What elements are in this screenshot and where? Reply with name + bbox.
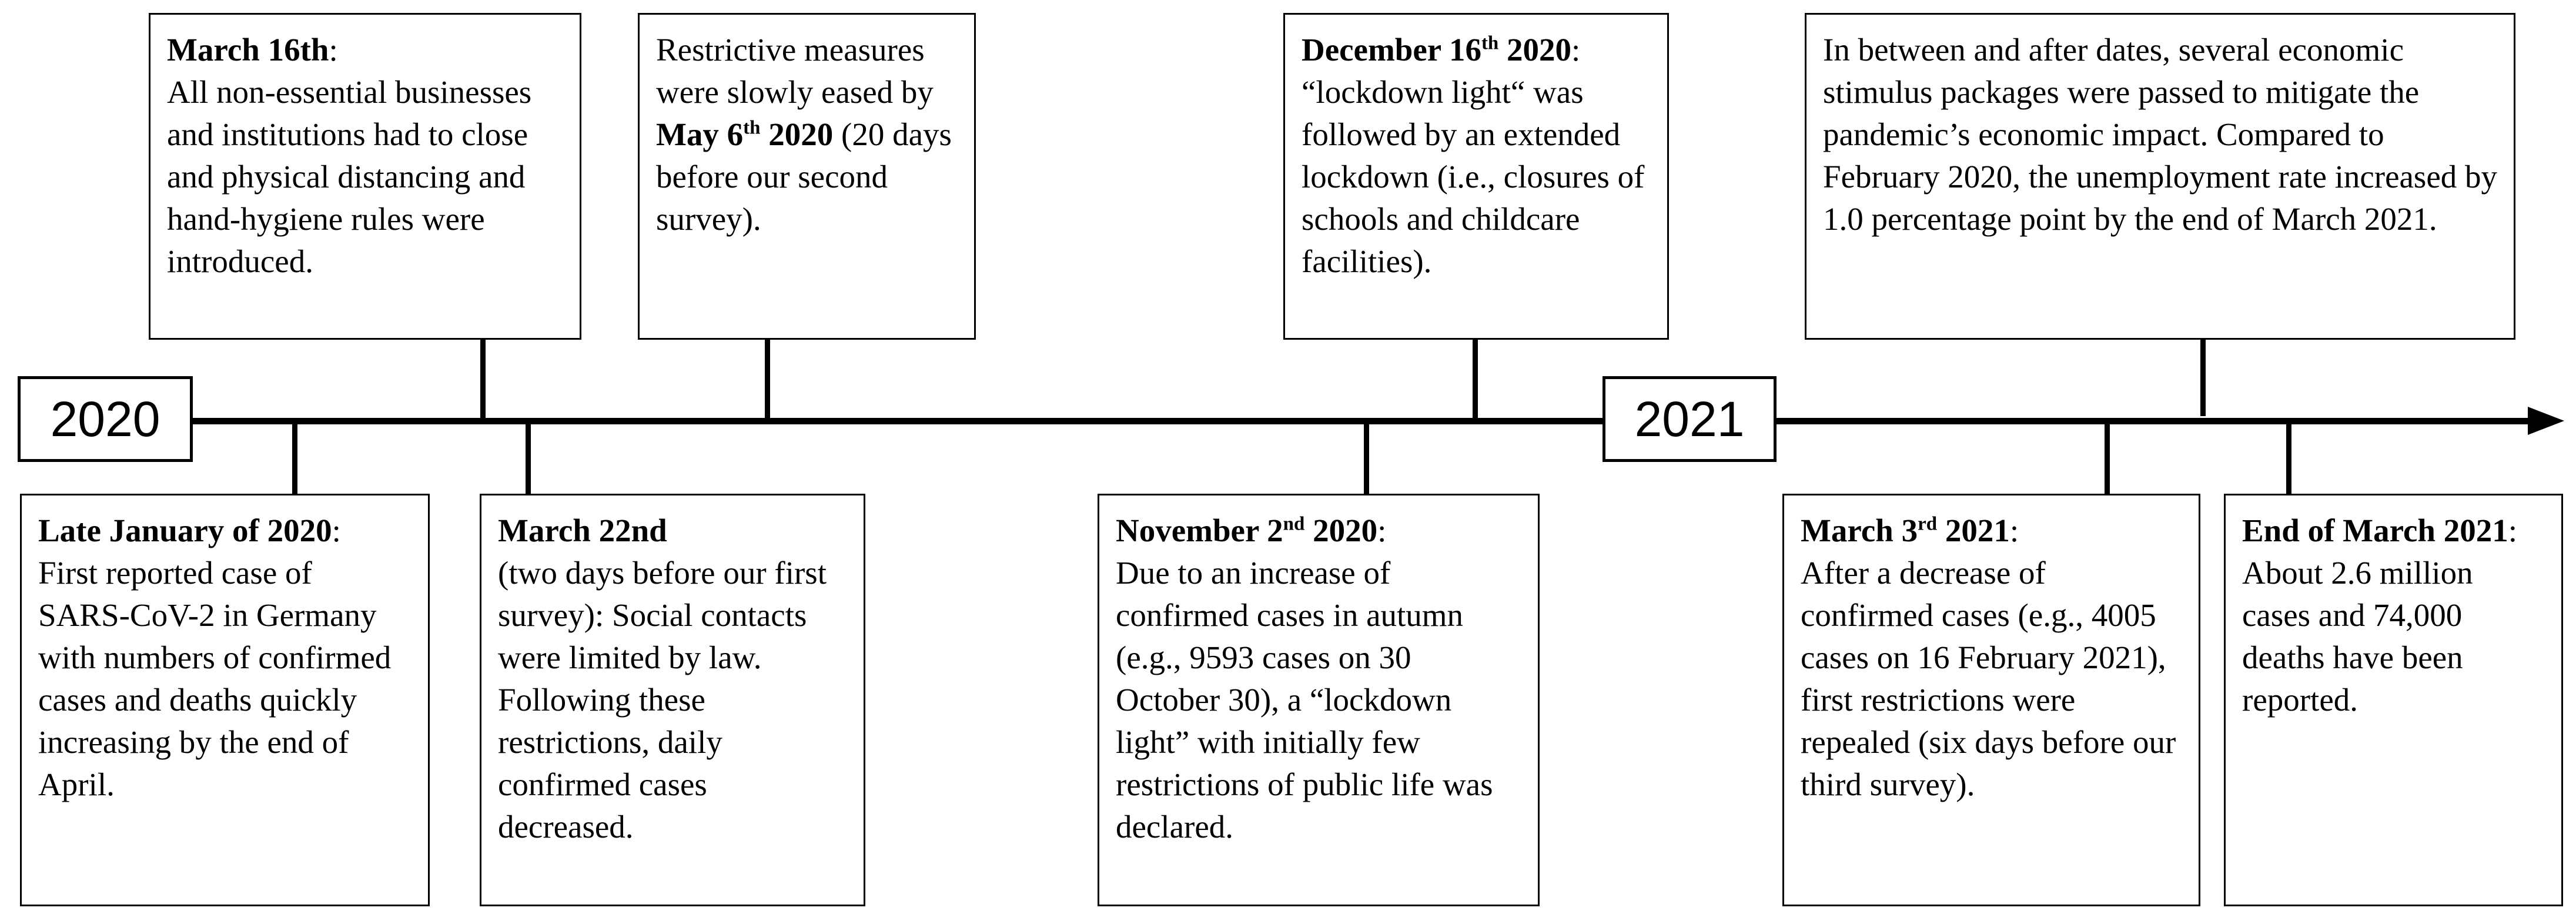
event-march3-2021-title-year: 2021 — [1937, 513, 2010, 548]
event-nov2-box — [1098, 494, 1540, 906]
tick-march16 — [480, 340, 486, 421]
tick-march22 — [526, 422, 531, 494]
event-may6-box — [638, 13, 976, 340]
year-2021-label: 2021 — [1634, 391, 1745, 447]
event-march3-2021-box — [1782, 494, 2200, 906]
event-nov2-suffix: : — [1377, 513, 1387, 548]
event-may6-date: May 6 — [656, 116, 744, 152]
event-march22-title: March 22nd — [498, 513, 667, 548]
event-stimulus-body: In between and after dates, several economic stimulus packages were passed to mitigate the pandemic’s economic impact. Compared to February 2020, the unemployment rate increased by 1.0 percentage point by the end of March 2021. — [1823, 32, 2497, 237]
tick-may6 — [765, 340, 770, 421]
event-dec16-box — [1283, 13, 1669, 340]
tick-nov2 — [1364, 422, 1369, 494]
event-march16-suffix: : — [329, 32, 338, 68]
event-dec16-suffix: : — [1571, 32, 1581, 68]
event-late-january-box — [20, 494, 430, 906]
event-nov2-body: Due to an increase of confirmed cases in autumn (e.g., 9593 cases on 30 October 30), a “lockdown light” with initially few restrictions of public life was declared. — [1116, 555, 1493, 845]
event-march16-box — [149, 13, 581, 340]
tick-end-march-2021 — [2286, 422, 2291, 494]
event-march22-box — [480, 494, 865, 906]
event-dec16-body: “lockdown light“ was followed by an extended lockdown (i.e., closures of schools and childcare facilities). — [1302, 74, 1645, 279]
event-stimulus-box — [1805, 13, 2515, 340]
timeline-arrowhead — [2528, 403, 2564, 438]
event-dec16-title: December 16 — [1302, 32, 1481, 68]
event-may6-lead: Restrictive measures were slowly eased by — [656, 32, 934, 110]
event-dec16-title-year: 2020 — [1498, 32, 1572, 68]
event-march16-title: March 16th — [167, 32, 329, 68]
event-may6-trail: (20 days before our second survey). — [656, 116, 952, 237]
event-nov2-title-year: 2020 — [1304, 513, 1378, 548]
year-2020-label: 2020 — [50, 391, 160, 447]
event-dec16-title-sup: th — [1481, 32, 1499, 54]
event-march3-2021-title-sup: rd — [1918, 513, 1938, 535]
event-late-january-body: First reported case of SARS-CoV-2 in Germany with numbers of confirmed cases and deaths quickly increasing by the end of April. — [38, 555, 392, 802]
event-may6-date-year: 2020 — [760, 116, 834, 152]
event-may6-date-sup: th — [743, 117, 761, 139]
year-2020-marker — [18, 376, 193, 462]
event-late-january-suffix: : — [332, 513, 341, 548]
event-nov2-title-sup: nd — [1283, 513, 1305, 535]
event-march22-body: (two days before our first survey): Social contacts were limited by law. Following these restrictions, daily confirmed cases decreased. — [498, 555, 827, 845]
event-end-march-2021-suffix: : — [2508, 513, 2518, 548]
event-nov2-title: November 2 — [1116, 513, 1283, 548]
event-march16-body: All non-essential businesses and institutions had to close and physical distancing and hand-hygiene rules were introduced. — [167, 74, 532, 279]
tick-march3-2021 — [2105, 422, 2110, 494]
event-end-march-2021-title: End of March 2021 — [2242, 513, 2508, 548]
tick-late-january — [292, 422, 297, 494]
event-march3-2021-suffix: : — [2009, 513, 2019, 548]
year-2021-marker — [1603, 376, 1777, 462]
event-march3-2021-body: After a decrease of confirmed cases (e.g., 4005 cases on 16 February 2021), first restrictions were repealed (six days before our third survey). — [1801, 555, 2176, 802]
tick-stimulus — [2200, 340, 2206, 416]
event-march3-2021-title: March 3 — [1801, 513, 1918, 548]
event-late-january-title: Late January of 2020 — [38, 513, 332, 548]
event-end-march-2021-body: About 2.6 million cases and 74,000 deaths have been reported. — [2242, 555, 2473, 718]
event-end-march-2021-box — [2224, 494, 2563, 906]
tick-dec16 — [1473, 340, 1478, 421]
